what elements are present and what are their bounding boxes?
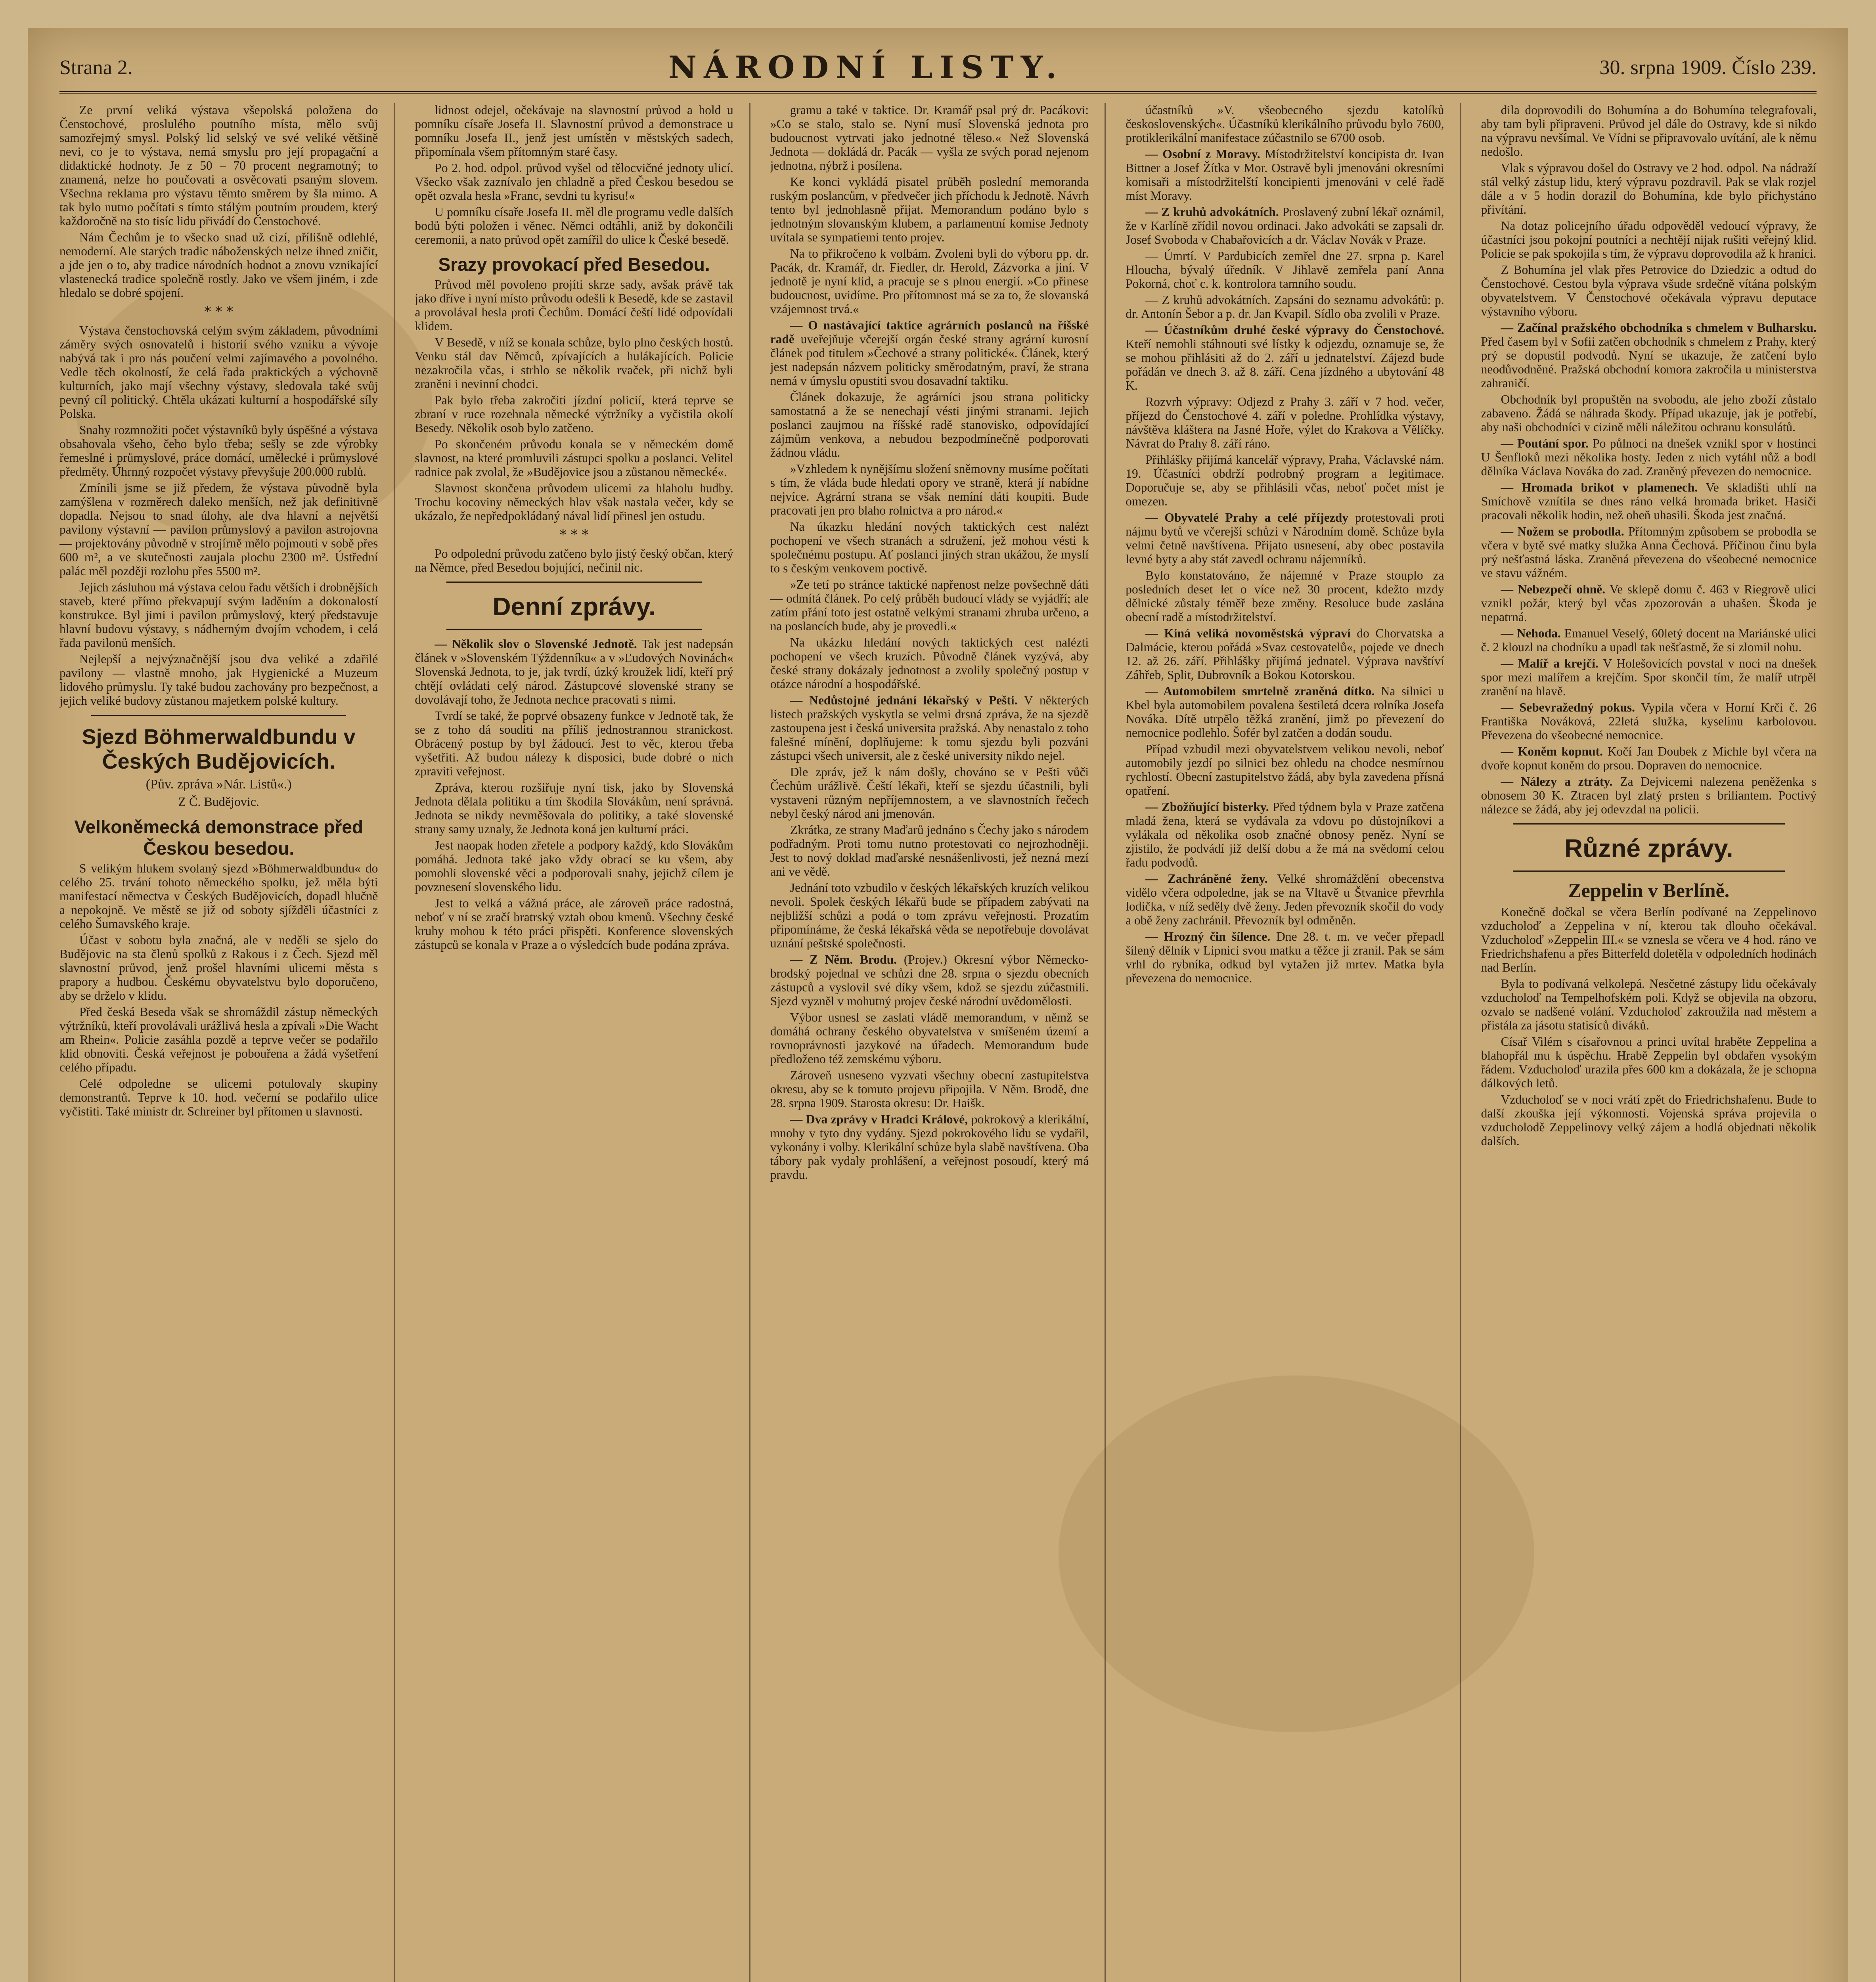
article-paragraph: Jednání toto vzbudilo v českých lékařských kruzích velikou nevoli. Spolek českých lékařů bude se případem zabývati na nejbližší schůzi a podá o tom zprávu veřejnosti. Prozatím připomínáme, že česká lékařská věda se nepotřebuje dovolávat uznání peštské společnosti. xyxy=(770,881,1089,950)
news-item-text: Před týdnem byla v Praze zatčena mladá žena, která se vydávala za vdovu po důstojníkovi a vylákala od několika osob značné obnosy peněz. Nyní se zjistilo, že podvádí již delší dobu a že má na svědomí celou řadu podvodů. xyxy=(1126,800,1444,869)
article-paragraph: Vlak s výpravou došel do Ostravy ve 2 hod. odpol. Na nádraží stál velký zástup lidu, který výpravu pozdravil. Pak se vlak rozjel dále a v 5 hodin dorazil do Bohumína, kde bylo přichystáno přivítání. xyxy=(1481,161,1817,216)
news-item xyxy=(770,953,1089,1008)
news-item xyxy=(415,637,733,706)
news-item xyxy=(1126,800,1444,869)
article-paragraph: Přihlášky přijímá kancelář výpravy, Praha, Václavské nám. 19. Účastníci obdrží podrobný program a legitimace. Doporučuje se, aby se přihlásili včas, neboť počet míst je omezen. xyxy=(1126,453,1444,508)
article-paragraph: — Úmrtí. V Pardubicích zemřel dne 27. srpna p. Karel Hloucha, bývalý úředník. V Jihlavě zemřela paní Anna Pokorná, choť c. k. kontrolora tamního soudu. xyxy=(1126,249,1444,291)
article-paragraph: S velikým hlukem svolaný sjezd »Böhmerwaldbundu« do celého 25. trvání tohoto německého spolku, jež měla býti manifestací němectva v Českých Budějovicích, dopadl hlučně a nepokojně. Ve městě se již od soboty sjížděli účastníci z celého Šumavského kraje. xyxy=(59,861,378,931)
divider xyxy=(446,582,701,583)
article-paragraph: Na dotaz policejního úřadu odpověděl vedoucí výpravy, že účastníci jsou pokojní poutníci a nechtějí nijak rušiti veřejný klid. Policie se pak spokojila s tím, že výpravu doprovodila až k hranici. xyxy=(1481,219,1817,260)
article-paragraph: účastníků »V. všeobecného sjezdu katolíků československých«. Účastníků klerikálního průvodu bylo 7600, protiklerikální manifestace zúčastnilo se 6700 osob. xyxy=(1126,103,1444,145)
news-item-heading: — Poutání spor. xyxy=(1501,436,1589,450)
article-paragraph: Jest naopak hoden zřetele a podpory každý, kdo Slovákům pomáhá. Jednota také jako vždy obrací se ku všem, aby pomohli slovenské věci a podporovali snahy, jejichž cílem je povznesení slovenského lidu. xyxy=(415,838,733,894)
separator-asterisks: * * * xyxy=(559,527,589,543)
news-item xyxy=(1126,684,1444,740)
news-item xyxy=(1481,626,1817,654)
news-item-text: protestovali proti nájmu bytů ve včerejší schůzi v Národním domě. Schůze byla velmi četně navštívena. Přijato usnesení, aby obec postavila levné byty a aby stát zavedl ochranu nájemníků. xyxy=(1126,511,1444,566)
news-item-text: uveřejňuje včerejší orgán české strany agrární kurosní článek pod titulem »Čechové a strany politické«. Článek, který jest nadepsán názvem politicky směrodatným, praví, že strana nemá v úmyslu opustiti svou dosavadní taktiku. xyxy=(770,332,1089,388)
news-item-heading: — Sebevražedný pokus. xyxy=(1501,700,1635,714)
article-paragraph: Případ vzbudil mezi obyvatelstvem velikou nevoli, neboť automobily jezdí po silnici bez ohledu na chodce nesmírnou rychlostí. Obecní zastupitelstvo žádá, aby byla zavedena přísná opatření. xyxy=(1126,742,1444,798)
news-item xyxy=(770,318,1089,388)
news-item-heading: — Účastníkům druhé české výpravy do Čenstochové. xyxy=(1145,323,1444,337)
column-2 xyxy=(415,103,750,1982)
news-item-heading: — Obyvatelé Prahy a celé příjezdy xyxy=(1145,511,1349,524)
article-paragraph: Nám Čechům je to všecko snad už cizí, přílišně odlehlé, nemoderní. Ale starých tradic náboženských nelze ihned zničit, a jde jen o to, aby tradice národních hodnot a znovu vznikající vlastenecká tradice společně rostly. Jako ve všem jiném, i zde hledalo se dobré spojení. xyxy=(59,230,378,300)
article-paragraph: — Z kruhů advokátních. Zapsáni do seznamu advokátů: p. dr. Antonín Šebor a p. dr. Jan Kvapil. Sídlo oba zvolili v Praze. xyxy=(1126,293,1444,321)
news-item-heading: — Několik slov o Slovenské Jednotě. xyxy=(435,637,637,651)
news-item xyxy=(1126,323,1444,392)
news-item-text: Proslavený zubní lékař oznámil, že v Karlíně zřídil novou ordinaci. Jako advokáti se zapsali dr. Josef Svoboda v Chabařovicích a dr. Václav Novák v Praze. xyxy=(1126,205,1444,247)
article-paragraph: Ze první veliká výstava všepolská položena do Čenstochové, proslulého poutního místa, mělo svůj samozřejmý smysl. Polský lid selský ve své veliké většině nevi, co je to výstava, nemá smyslu pro její propagační a didaktické hodnoty. Je z 50 – 70 procent negramotný; to znamená, nelze ho poučovati a osvěcovati psaným slovem. Všechna reklama pro výstavu těmto směrem by šla mimo. A tak bylo nutno počítati s tímto stálým poutním proudem, který každoročně na sto tisíc lidu přivádí do Čenstochové. xyxy=(59,103,378,228)
news-item-text: Na silnici u Kbel byla automobilem povalena šestiletá dcera rolníka Josefa Nováka. Dítě utrpělo těžká zranění, jimž po převezení do nemocnice podlehlo. Šofér byl zatčen a dodán soudu. xyxy=(1126,684,1444,740)
news-item xyxy=(1126,872,1444,927)
article-paragraph: Jest to velká a vážná práce, ale zároveň práce radostná, neboť v ní se zračí bratrský vztah obou kmenů. Všechny české kruhy mohou k této práci přispěti. Konference slovenských zástupců se konala v Praze a o výsledcích bude podána zpráva. xyxy=(415,896,733,952)
article-paragraph: Slavnost skončena průvodem ulicemi za hlaholu hudby. Trochu kocoviny německých hlav však nastala večer, kdy se ukázalo, že nepředpokládaný nával lidí přinesl jen ostudu. xyxy=(415,481,733,523)
section-title-various-news: Různé zprávy. xyxy=(1564,834,1733,863)
article-paragraph: Zkrátka, ze strany Maďarů jednáno s Čechy jako s národem podřadným. Proti tomu nutno protestovati co nejrozhodněji. Jest to nový doklad maďarské nesnášenlivosti, jež nezná mezí ani ve vědě. xyxy=(770,823,1089,878)
news-item-text: (Projev.) Okresní výbor Německo-brodský pojednal ve schůzi dne 28. srpna o sjezdu obecních zástupců a vyslovil své díky všem, kdož se sjezdu zúčastnili. Sjezd vyzněl v mohutný projev české národní uvědomělosti. xyxy=(770,953,1089,1008)
issue-date: 30. srpna 1909. Číslo 239. xyxy=(1599,56,1817,79)
article-paragraph: Po skončeném průvodu konala se v německém domě slavnost, na které promluvili zástupci spolku a poslanci. Velitel radnice pak zvolal, že »Budějovice jsou a zůstanou německé«. xyxy=(415,437,733,479)
article-paragraph: dila doprovodili do Bohumína a do Bohumína telegrafovali, aby tam byli připraveni. Průvod jel dále do Ostravy, kde si nikdo na výpravu nevšímal. Ve Vídni se připravovalo uvítání, ale k němu nedošlo. xyxy=(1481,103,1817,159)
article-paragraph: Tvrdí se také, že poprvé obsazeny funkce v Jednotě tak, že se z toho dá souditi na příliš jednostrannou stranickost. Obrácený postup by byl žádoucí. Jest to věc, kterou třeba vyšetřiti. Až budou nálezy k disposici, bude dobré o nich zpraviti veřejnost. xyxy=(415,709,733,778)
news-item-heading: — Dva zprávy v Hradci Králové, xyxy=(790,1112,968,1126)
article-paragraph: Účast v sobotu byla značná, ale v neděli se sjelo do Budějovic na sta členů spolků z Rakous i z Čech. Sjezd měl slavnostní průvod, jenž prošel hlavními ulicemi města s prapory a hudbou. Českému obyvatelstvu bylo doporučeno, aby se drželo v klidu. xyxy=(59,933,378,1002)
news-item xyxy=(1126,147,1444,203)
divider xyxy=(91,715,346,716)
news-item-heading: — O nastávající taktice agrárních poslanců na říšské radě xyxy=(770,318,1089,346)
page-number: Strana 2. xyxy=(59,56,133,79)
news-item-text: Ve sklepě domu č. 463 v Riegrově ulici vznikl požár, který byl včas zpozorován a uhašen. Škoda je nepatrná. xyxy=(1481,582,1817,624)
article-paragraph: Dle zpráv, jež k nám došly, chováno se v Pešti vůči Čechům urážlivě. Čeští lékaři, kteří se sjezdu účastnili, byli vystaveni různým nepříjemnostem, a ve slavnostních řečech nebyl český národ ani jmenován. xyxy=(770,765,1089,821)
article-paragraph: Na ukázku hledání nových taktických cest nalézti pochopení ve všech kruzích. Původně článek vyzývá, aby české strany dokázaly jednotnost a zvolily společný postup v otázce národní a hospodářské. xyxy=(770,635,1089,691)
divider xyxy=(446,629,701,630)
news-item-text: Po půlnoci na dnešek vznikl spor v hostinci U Šenfloků mezi několika hosty. Jeden z nich vytáhl nůž a bodl dělníka Václava Nováka do zad. Zraněný převezen do nemocnice. xyxy=(1481,436,1817,478)
article-paragraph: Bylo konstatováno, že nájemné v Praze stouplo za posledních deset let o více než 30 procent, kdežto mzdy dělnické zůstaly téměř beze změny. Resoluce bude zaslána obecní radě a místodržitelství. xyxy=(1126,568,1444,624)
article-headline: Sjezd Böhmerwaldbundu v Českých Budějovicích. xyxy=(82,725,356,773)
news-item xyxy=(1126,511,1444,566)
news-item-heading: — Nehoda. xyxy=(1501,626,1561,640)
news-item-heading: — Zachráněné ženy. xyxy=(1145,872,1268,886)
news-item xyxy=(1481,775,1817,816)
news-item xyxy=(770,693,1089,763)
article-paragraph: Nejlepší a nejvýznačnější jsou dva veliké a zdařilé pavilony — vlastně mnoho, jak Hygienické a Muzeum lidového průmyslu. Ty také budou zachovány pro bezpečnost, a jejich veliké budovy zůstanou majetkem polské kultury. xyxy=(59,652,378,708)
article-paragraph: Před česká Beseda však se shromáždil zástup německých výtržníků, kteří provolávali urážlivá hesla a zpívali »Die Wacht am Rhein«. Policie zasáhla pozdě a teprve večer se podařilo klid obnoviti. Česká veřejnost je pobouřena a žádá vyšetření celého případu. xyxy=(59,1005,378,1074)
article-paragraph: Jejich zásluhou má výstava celou řadu větších i drobnějších staveb, které přímo překvapují svým laděním a dokonalostí konstrukce. Byl jimi i pavilon průmyslový, který představuje hlavní budovu výstavy, s nádherným dvojím vchodem, i celá řada pavilonů menších. xyxy=(59,580,378,650)
article-paragraph: Ke konci vykládá pisatel průběh poslední memoranda ruským poslancům, v předvečer jich příchodu k Jednotě. Návrh tento byl jednohlasně přijat. Memorandum podáno bylo s jednotným slovanským klubem, a parlamentní komise Jednoty uvítala se sympatiemi tento projev. xyxy=(770,175,1089,244)
news-item-heading: — Hrozný čin šílence. xyxy=(1145,930,1271,943)
news-item-text: V Holešovicích povstal v noci na dnešek spor mezi malířem a krejčím. Spor skončil tím, že malíř utrpěl zranění na hlavě. xyxy=(1481,656,1817,698)
news-item-heading: — Nebezpečí ohně. xyxy=(1501,582,1606,596)
article-subheadline: Velkoněmecká demonstrace před Českou besedou. xyxy=(74,817,364,859)
news-item xyxy=(770,1112,1089,1182)
article-paragraph: U pomníku císaře Josefa II. měl dle programu vedle dalších bodů býti položen i věnec. Němci odtáhli, aniž by dokončili ceremonii, a nato průvod opět zamířil do ulice k České besedě. xyxy=(415,205,733,247)
news-item-heading: — Z kruhů advokátních. xyxy=(1145,205,1279,219)
news-item-heading: — Osobní z Moravy. xyxy=(1145,147,1260,161)
masthead xyxy=(59,44,1817,94)
article-paragraph: »Vzhledem k nynějšímu složení sněmovny musíme počítati s tím, že vláda bude hledati opory ve straně, která jí nabídne nejvíce. Agrární strana se však nemíní dáti koupiti. Bude pracovati jen pro blaho rolnictva a pro národ.« xyxy=(770,462,1089,517)
news-item xyxy=(1126,930,1444,985)
news-item-text: Před časem byl v Sofii zatčen obchodník s chmelem z Prahy, který prý se dopustil podvodů. Nyní se ukazuje, že zatčení bylo neodůvodněné. Pražská obchodní komora zakročila u ministerstva zahraničí. xyxy=(1481,335,1817,390)
news-item-text: Ve skladišti uhlí na Smíchově vznítila se dnes ráno velká hromada briket. Hasiči pracovali několik hodin, než oheň uhasili. Škoda jest značná. xyxy=(1481,480,1817,522)
news-item xyxy=(1481,700,1817,742)
separator-asterisks: * * * xyxy=(204,304,233,319)
article-paragraph: Byla to podívaná velkolepá. Nesčetné zástupy lidu očekávaly vzducholoď na Tempelhofském poli. Když se objevila na obzoru, ozvalo se nadšené volání. Vzducholoď zakroužila nad městem a přistála za jásotu statisíců diváků. xyxy=(1481,977,1817,1032)
news-item-text: Emanuel Veselý, 60letý docent na Mariánské ulici č. 2 klouzl na chodníku a upadl tak nešťastně, že si zlomil nohu. xyxy=(1481,626,1817,654)
article-paragraph: Konečně dočkal se včera Berlín podívané na Zeppelinovo vzducholoď a Zeppelina v ní, kterou tak dlouho očekával. Vzducholoď »Zeppelin III.« se vznesla se včera ve 4 hod. ráno ve Friedrichshafenu a přes Bitterfeld doletěla v odpoledních hodinách nad Berlín. xyxy=(1481,905,1817,974)
article-paragraph: Pak bylo třeba zakročiti jízdní policií, která teprve se zbraní v ruce rozehnala německé výtržníky a vyčistila okolí Besedy. Několik osob bylo zatčeno. xyxy=(415,393,733,435)
news-item-heading: — Nožem se probodla. xyxy=(1501,524,1624,538)
news-item xyxy=(1481,744,1817,772)
column-1 xyxy=(59,103,395,1982)
article-subheadline: Srazy provokací před Besedou. xyxy=(438,254,710,275)
article-paragraph: Celé odpoledne se ulicemi potulovaly skupiny demonstrantů. Teprve k 10. hod. večerní se podařilo ulice vyčistiti. Také ministr dr. Schreiner byl přítomen u slavnosti. xyxy=(59,1077,378,1118)
newspaper-page xyxy=(28,28,1848,1982)
news-item xyxy=(1481,524,1817,580)
article-paragraph: Císař Vilém s císařovnou a princi uvítal hraběte Zeppelina a blahopřál mu k úspěchu. Hrabě Zeppelin byl obdařen vysokým řádem. Vzducholoď urazila přes 600 km a dokázala, že je schopna dálkových letů. xyxy=(1481,1035,1817,1090)
news-item-heading: — Malíř a krejčí. xyxy=(1501,656,1598,670)
column-3 xyxy=(770,103,1106,1982)
article-paragraph: Obchodník byl propuštěn na svobodu, ale jeho zboží zůstalo zabaveno. Žádá se náhrada škody. Případ ukazuje, jak je potřebí, aby naši obchodníci v cizině měli náležitou ochranu konsulátů. xyxy=(1481,392,1817,434)
article-paragraph: »Ze tetí po stránce taktické napřenost nelze povšechně dáti — odmítá článek. Po celý průběh budoucí vlády se vyjádří; ale zatím přání toto jest ostatně velkými stranami zhruba určeno, a na poslancích bude, aby je provedli.« xyxy=(770,578,1089,633)
article-paragraph: Vzducholoď se v noci vrátí zpět do Friedrichshafenu. Bude to další zkouška její výkonnosti. Vojenská správa projevila o vzducholodě Zeppelinovy velký zájem a hodlá objednati několik dalších. xyxy=(1481,1092,1817,1148)
article-paragraph: Průvod měl povoleno projíti skrze sady, avšak právě tak jako dříve i nyní místo průvodu odešli k Besedě, kde se zastavil a provolával hesla proti Čechům. Domácí čeští lidé odpovídali klidem. xyxy=(415,277,733,333)
news-item-heading: — Automobilem smrtelně zraněná dítko. xyxy=(1145,684,1375,698)
news-item-text: Kteří nemohli stáhnouti své lístky k odjezdu, oznamuje se, že se mohou přihlásiti až do 2. září u jednatelství. Zájezd bude pořádán ve dnech 3. až 8. září. Cena jízdného a ubytování 48 K. xyxy=(1126,337,1444,392)
article-paragraph: Výstava čenstochovská celým svým základem, původními záměry svých osnovatelů i historií svého vzniku a vývoje nabývá tak i pro nás poučení velmi zajímavého a povolného. Vedle těch okolností, že celá řada praktických a výchovně kulturních, jako mají všechny výstavy, sledovala také svůj pevný cíl politický. Chtěla ukázati kulturní a hospodářské síly Polska. xyxy=(59,323,378,421)
news-item-text: pokrokový a klerikální, mnohy v tyto dny vydány. Sjezd pokrokového lidu se vydařil, vykonány i volby. Klerikální schůze byla slabě navštívena. Oba tábory pak vydaly prohlášení, a veřejnost posoudí, který má pravdu. xyxy=(770,1112,1089,1182)
article-paragraph: Výbor usnesl se zaslati vládě memorandum, v němž se domáhá ochrany českého obyvatelstva v smíšeném území a rovnoprávnosti jazykové na úřadech. Memorandum bude předloženo též zemskému výboru. xyxy=(770,1010,1089,1066)
article-paragraph: Zároveň usneseno vyzvati všechny obecní zastupitelstva okresu, aby se k tomuto projevu připojila. V Něm. Brodě, dne 28. srpna 1909. Starosta okresu: Dr. Haišk. xyxy=(770,1068,1089,1110)
article-columns xyxy=(59,103,1817,1982)
news-item-text: Přítomným způsobem se probodla se včera v bytě své matky služka Anna Čechová. Příčinou činu byla prý nešťastná láska. Zraněná převezena do všeobecné nemocnice ve stavu vážném. xyxy=(1481,524,1817,580)
news-item-text: Za Dejvicemi nalezena peněženka s obnosem 30 K. Ztracen byl zlatý prsten s briliantem. Poctivý nálezce se žádá, aby jej odevzdal na policii. xyxy=(1481,775,1817,816)
article-dateline: Z Č. Budějovic. xyxy=(178,794,259,809)
news-item xyxy=(1126,626,1444,682)
news-item xyxy=(1481,480,1817,522)
article-headline: Zeppelin v Berlíně. xyxy=(1568,879,1730,901)
article-paragraph: Na úkazku hledání nových taktických cest nalézt pochopení ve všech stranách a sdružení, jež mohou vésti k společnému postupu. Ať poslanci jiných stran ukážou, že myslí to s českým venkovem poctivě. xyxy=(770,520,1089,575)
news-item xyxy=(1126,205,1444,247)
news-item-heading: — Nálezy a ztráty. xyxy=(1501,775,1613,788)
news-item xyxy=(1481,656,1817,698)
article-paragraph: Po odpolední průvodu zatčeno bylo jistý český občan, který na Němce, před Besedou bojující, nečinil nic. xyxy=(415,547,733,574)
article-paragraph: Zpráva, kterou rozšiřuje nyní tisk, jako by Slovenská Jednota dělala politiku a tím škodila Slovákům, není správná. Jednota se nikdy nevměšovala do politiky, a také slovenské strany samy uznaly, že Jednota koná jen kulturní práci. xyxy=(415,781,733,836)
news-item-text: Vypila včera v Horní Krči č. 26 Františka Nováková, 22letá služka, kyselinu karbolovou. Převezena do všeobecné nemocnice. xyxy=(1481,700,1817,742)
news-item xyxy=(1481,321,1817,390)
news-item-text: Kočí Jan Doubek z Michle byl včera na dvoře kopnut koněm do prsou. Dopraven do nemocnice. xyxy=(1481,744,1817,772)
article-paragraph: Na to přikročeno k volbám. Zvoleni byli do výboru pp. dr. Pacák, dr. Kramář, dr. Fiedler, dr. Herold, Zázvorka a jiní. V jednotě je nyní klid, a pracuje se s plnou energií. »Co přinese budoucnost, uvidíme. Pro přítomnost má se za to, že slovanská vzájemnost trvá.« xyxy=(770,247,1089,316)
section-title-daily-news: Denní zprávy. xyxy=(492,592,656,621)
news-item xyxy=(1481,436,1817,478)
article-paragraph: Rozvrh výpravy: Odjezd z Prahy 3. září v 7 hod. večer, příjezd do Čenstochové 4. září v poledne. Prohlídka výstavy, návštěva kláštera na Jasné Hoře, výlet do Krakova a Vělíčky. Návrat do Prahy 8. září ráno. xyxy=(1126,395,1444,450)
article-paragraph: V Besedě, v níž se konala schůze, bylo plno českých hostů. Venku stál dav Němců, zpívajících a hulákajících. Policie nezakročila včas, i strhlo se několik rvaček, při nichž byli zraněni i nevinní chodci. xyxy=(415,335,733,391)
article-paragraph: Po 2. hod. odpol. průvod vyšel od tělocvičné jednoty ulicí. Všecko však zaznívalo jen chladně a před Českou besedou se opět ozvala hesla »Franc, sevdni tu kyrisu!« xyxy=(415,161,733,203)
news-item-heading: — Koněm kopnut. xyxy=(1501,744,1603,758)
article-paragraph: Snahy rozmnožiti počet výstavníků byly úspěšné a výstava obsahovala všeho, čeho bylo třeba; sešly se zde výrobky řemeslné i průmyslové, práce domácí, umělecké i průmyslové předměty. Úhrnný rozpočet výstavy převyšuje 200.000 rublů. xyxy=(59,423,378,478)
news-item-heading: — Začínal pražského obchodníka s chmelem v Bulharsku. xyxy=(1501,321,1817,335)
news-item-text: Tak jest nadepsán článek v »Slovenském Týždenníku« a v »Ľudových Novinách« Slovenská Jednota, to je, jak tvrdí, úzký kroužek lidí, kteří prý chtějí ovládati celý národ. Zástupcové slovenské strany se dovolávají toho, že Jednota nechce pracovati s nimi. xyxy=(415,637,733,706)
news-item-heading: — Nedůstojné jednání lékařský v Pešti. xyxy=(790,693,1018,707)
column-5 xyxy=(1481,103,1817,1982)
news-item-heading: — Hromada brikot v plamenech. xyxy=(1501,480,1698,494)
news-item-text: Místodržitelství koncipista dr. Ivan Bittner a Josef Žítka v Mor. Ostravě byli jmenováni okresními komisaři a místodržitelští koncipienti jmenováni v celé řadě míst Moravy. xyxy=(1126,147,1444,203)
divider xyxy=(1513,870,1785,872)
news-item xyxy=(1481,582,1817,624)
article-source: (Pův. zpráva »Nár. Listů«.) xyxy=(145,777,292,792)
article-paragraph: lidnost odejel, očekávaje na slavnostní průvod a hold u pomníku císaře Josefa II. Slavnostní průvod a demonstrace u pomníku Josefa II., jenž jest umístěn v městských sadech, připomínala všem přítomným staré časy. xyxy=(415,103,733,159)
news-item-text: Velké shromáždění obecenstva vidělo včera odpoledne, jak se na Vltavě u Štvanice převrhla lodička, v níž seděly dvě ženy. Jeden převozník skočil do vody a obě ženy zachránil. Převozník byl odměněn. xyxy=(1126,872,1444,927)
article-paragraph: Zmínili jsme se již předem, že výstava původně byla zamýšlena v rozměrech daleko menších, než jak definitivně dopadla. Nejsou to snad úlohy, ale dva hlavní a největší pavilony výstavní — pavilon průmyslový a pavilon astrojovna — projektovány původně v strojírně mělo pojmouti v sobě přes 600 m², a ve skutečnosti zaujala plochu 2300 m². Ústřední palác měl později rozlohu přes 5500 m². xyxy=(59,481,378,578)
newspaper-title: NÁRODNÍ LISTY. xyxy=(668,49,1064,86)
news-item-text: Dne 28. t. m. ve večer přepadl šílený dělník v Lipnici svou matku a těžce ji zranil. Pak se sám vrhl do rybníka, odkud byl vytažen již mrtev. Matka byla převezena do nemocnice. xyxy=(1126,930,1444,985)
column-4 xyxy=(1126,103,1461,1982)
news-item-heading: — Kiná veliká novoměstská výpraví xyxy=(1145,626,1351,640)
article-paragraph: Z Bohumína jel vlak přes Petrovice do Dziedzic a odtud do Čenstochové. Cestou byla výprava všude srdečně vítána polským obyvatelstvem. V Čenstochové očekávala výpravu deputace výstavního výboru. xyxy=(1481,263,1817,318)
article-paragraph: Článek dokazuje, že agrárníci jsou strana politicky samostatná a že se nenechají vésti jinými stranami. Jejich poslanci zaujmou na říšské radě stanovisko, odpovídající zájmům venkova, a nebudou bezpodmínečně podporovati žádnou vládu. xyxy=(770,390,1089,459)
news-item-text: do Chorvatska a Dalmácie, kterou pořádá »Svaz cestovatelů«, pojede ve dnech 12. až 26. září. Přihlášky přijímá jednatel. Výprava navštíví Záhřeb, Split, Dubrovník a Bokou Kotorskou. xyxy=(1126,626,1444,682)
news-item-heading: — Z Něm. Brodu. xyxy=(790,953,897,966)
news-item-heading: — Zbožňující bisterky. xyxy=(1145,800,1269,814)
news-item-text: V některých listech pražských vyskytla se velmi drsná zpráva, že na sjezdě zastoupena jest i česká universita pražská. Aby nenastalo z toho falešné mínění, doplňujeme: k tomu sjezdu byli pozváni zástupci všech universit, ale z české university nikdo nejel. xyxy=(770,693,1089,763)
divider xyxy=(1513,823,1785,825)
article-paragraph: gramu a také v taktice. Dr. Kramář psal prý dr. Pacákovi: »Co se stalo, stalo se. Nyní musí Slovenská jednota pro budoucnost vytrvati jako jednotné těleso.« Než Slovenská Jednota — dokládá dr. Pacák — vyšla ze svých porad nejenom jednotna, nýbrž i posílena. xyxy=(770,103,1089,172)
